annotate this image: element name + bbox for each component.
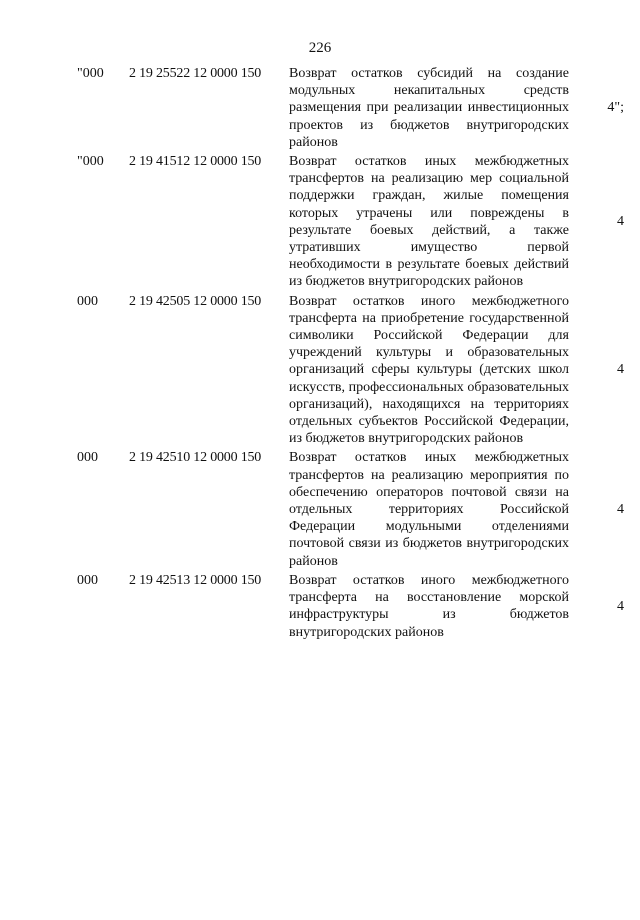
table-row	[0, 153, 640, 291]
norm-code-cell: 4	[617, 598, 624, 614]
norm-code-cell: 4	[617, 502, 624, 518]
budget-code-table	[0, 65, 640, 641]
income-name-cell: Возврат остатков иного межбюджетного трансферта на восстановление морской инфраструктуры из бюджетов внутригородских районов	[289, 572, 569, 640]
income-name-cell: Возврат остатков иных межбюджетных трансфертов на реализацию мер социальной поддержки граждан, жилые помещения которых утрачены или повреждены в результате боевых действий, а также утративших имущество первой необходимости в результате боевых действий из бюджетов внутригородских районов	[289, 154, 569, 290]
table-row	[0, 449, 640, 569]
income-name-cell: Возврат остатков иного межбюджетного трансферта на приобретение государственной символики Российской Федерации для учреждений культуры и образовательных организаций сферы культуры (детских школ искусств, профессиональных образовательных организаций), находящихся на территориях отдельных субъектов Российской Федерации, из бюджетов внутригородских районов	[289, 293, 569, 447]
kbk-code-cell: 2 19 41512 12 0000 150	[129, 154, 262, 170]
kbk-code-cell: 2 19 42505 12 0000 150	[129, 293, 262, 309]
admin-code-cell: "000	[77, 154, 104, 170]
admin-code-cell: 000	[77, 293, 98, 309]
income-name-cell: Возврат остатков субсидий на создание модульных некапитальных средств размещения при реализации инвестиционных проектов из бюджетов внутригородских районов	[289, 66, 569, 150]
table-row	[0, 65, 640, 151]
norm-code-cell: 4	[617, 362, 624, 378]
page-number: 226	[308, 40, 332, 56]
table-row	[0, 572, 640, 641]
norm-code-cell: 4	[617, 214, 624, 230]
admin-code-cell: 000	[77, 572, 98, 588]
norm-code-cell: 4";	[607, 100, 624, 116]
kbk-code-cell: 2 19 42513 12 0000 150	[129, 572, 262, 588]
admin-code-cell: "000	[77, 66, 104, 81]
kbk-code-cell: 2 19 42510 12 0000 150	[129, 450, 262, 466]
table-row	[0, 293, 640, 448]
admin-code-cell: 000	[77, 450, 98, 466]
kbk-code-cell: 2 19 25522 12 0000 150	[129, 66, 262, 81]
income-name-cell: Возврат остатков иных межбюджетных трансфертов на реализацию мероприятия по обеспечению операторов почтовой связи на отдельных территориях Российской Федерации модульными отделениями почтовой связи из бюджетов внутригородских районов	[289, 450, 569, 569]
